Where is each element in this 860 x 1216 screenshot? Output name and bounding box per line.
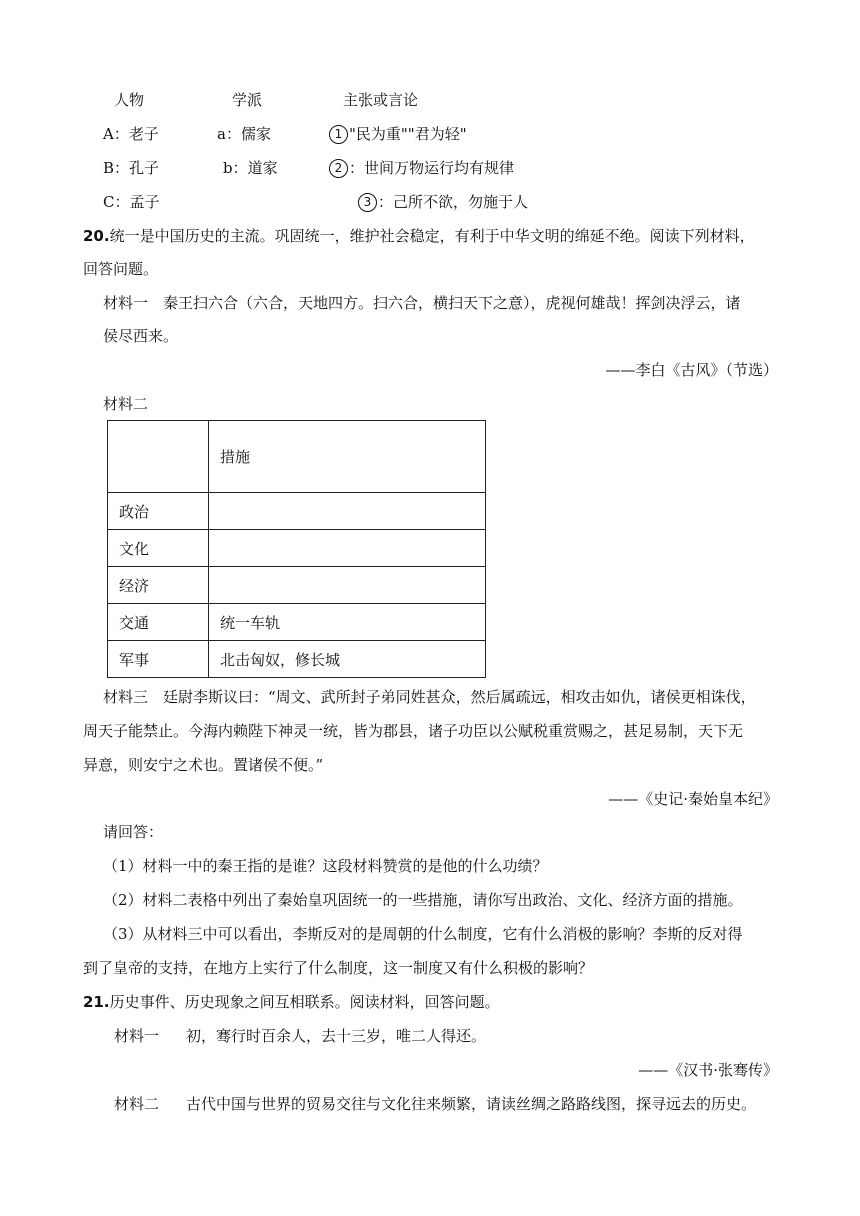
- row-measure: [209, 493, 486, 530]
- material3-line2: 周天子能禁止。今海内赖陛下神灵一统，皆为郡县，诸子功臣以公赋税重赏赐之，甚足易制，天下无: [83, 722, 744, 740]
- sub-question-3-line1: （3）从材料三中可以看出，李斯反对的是周朝的什么制度，它有什么消极的影响？李斯的反对得: [103, 925, 743, 943]
- person-a: A：老子: [103, 125, 159, 143]
- row-category: 文化: [108, 530, 209, 567]
- table-corner-cell: [108, 421, 209, 493]
- table-header-measures: 措施: [209, 421, 486, 493]
- row-measure: 统一车轨: [209, 604, 486, 641]
- q21-material1-label: 材料一: [114, 1027, 160, 1045]
- claim-text: ：世间万物运行均有规律: [349, 159, 515, 177]
- material3-source: ——《史记·秦始皇本纪》: [608, 790, 778, 808]
- sub-question-3-line2: 到了皇帝的支持，在地方上实行了什么制度，这一制度又有什么积极的影响？: [83, 959, 594, 977]
- table-header-row: [108, 421, 486, 493]
- person-c: C：孟子: [103, 193, 160, 211]
- q20-stem-line1: [83, 225, 755, 246]
- q21-stem: [83, 991, 500, 1012]
- material1-source: ——李白《古风》（节选）: [605, 361, 778, 379]
- sub-question-2: （2）材料二表格中列出了秦始皇巩固统一的一些措施，请你写出政治、文化、经济方面的措施。: [103, 891, 743, 909]
- table-row: [108, 530, 486, 567]
- q20-stem-line2: 回答问题。: [83, 260, 159, 278]
- claim-3: [358, 191, 528, 212]
- claim-2: [329, 157, 514, 178]
- q21-material2-label: 材料二: [114, 1095, 160, 1113]
- row-measure: [209, 530, 486, 567]
- row-category: 政治: [108, 493, 209, 530]
- claim-text: ：己所不欲，勿施于人: [378, 193, 529, 211]
- sub-question-1: （1）材料一中的秦王指的是谁？这段材料赞赏的是他的什么功绩？: [103, 857, 548, 875]
- q21-material2-text: 古代中国与世界的贸易交往与文化往来频繁，请读丝绸之路路线图，探寻远去的历史。: [186, 1095, 757, 1113]
- header-school: 学派: [232, 91, 263, 109]
- row-measure: 北击匈奴，修长城: [209, 641, 486, 678]
- school-b: b：道家: [223, 159, 278, 177]
- stem-text: 统一是中国历史的主流。巩固统一，维护社会稳定，有利于中华文明的绵延不绝。阅读下列材料，: [109, 227, 755, 245]
- material1-line2: 侯尽西来。: [103, 327, 179, 345]
- person-b: B：孔子: [103, 159, 160, 177]
- material3-line1: 材料三 廷尉李斯议曰：“周文、武所封子弟同姓甚众，然后属疏远，相攻击如仇，诸侯更相诛伐，: [103, 688, 756, 706]
- material3-line3: 异意，则安宁之术也。置诸侯不便。”: [83, 756, 324, 774]
- material1-line1: 材料一 秦王扫六合（六合，天地四方。扫六合，横扫天下之意），虎视何雄哉！挥剑决浮云，诸: [103, 294, 741, 312]
- table-row: [108, 567, 486, 604]
- q21-material1-source: ——《汉书·张骞传》: [638, 1061, 778, 1079]
- question-number: 21.: [83, 993, 110, 1011]
- school-a: a：儒家: [217, 125, 271, 143]
- measures-table: [107, 420, 486, 678]
- row-category: 经济: [108, 567, 209, 604]
- question-number: 20.: [83, 227, 110, 245]
- table-row: [108, 604, 486, 641]
- material2-label: 材料二: [103, 395, 149, 413]
- q21-material1-text: 初，骞行时百余人，去十三岁，唯二人得还。: [186, 1027, 487, 1045]
- circled-number: 2: [329, 159, 348, 178]
- claim-1: [329, 123, 467, 144]
- answer-prompt: 请回答：: [103, 823, 164, 841]
- header-claim: 主张或言论: [343, 91, 419, 109]
- table-row: [108, 641, 486, 678]
- circled-number: 1: [329, 125, 348, 144]
- table-row: [108, 493, 486, 530]
- stem-text: 历史事件、历史现象之间互相联系。阅读材料，回答问题。: [109, 993, 500, 1011]
- circled-number: 3: [358, 193, 377, 212]
- row-category: 军事: [108, 641, 209, 678]
- claim-text: "民为重""君为轻": [349, 125, 467, 143]
- row-category: 交通: [108, 604, 209, 641]
- row-measure: [209, 567, 486, 604]
- header-person: 人物: [114, 91, 145, 109]
